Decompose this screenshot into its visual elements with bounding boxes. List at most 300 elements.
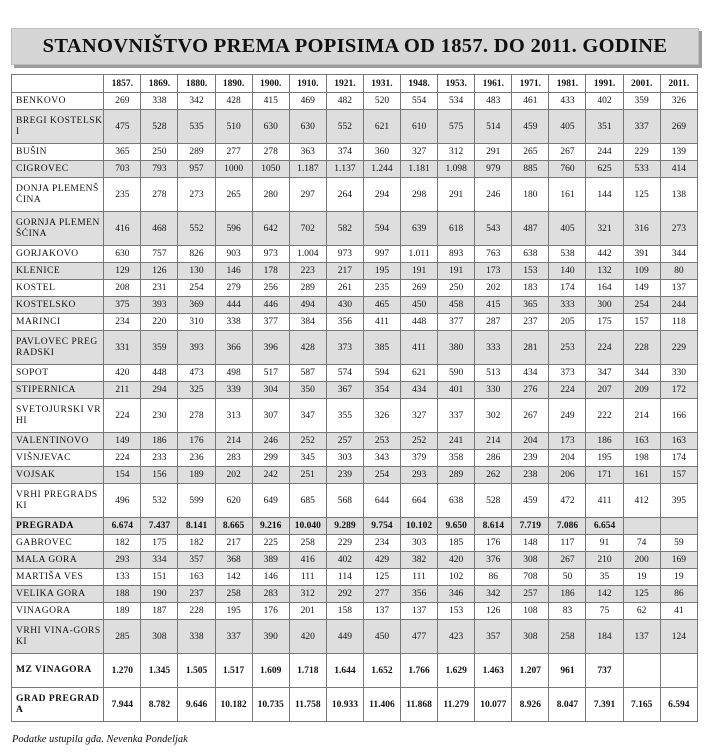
population-cell: 183 <box>512 280 549 297</box>
population-cell <box>660 654 697 688</box>
population-cell <box>623 518 660 535</box>
population-cell: 7.391 <box>586 688 623 722</box>
population-cell: 411 <box>401 331 438 365</box>
population-cell: 10.735 <box>252 688 289 722</box>
population-cell: 234 <box>363 535 400 552</box>
population-cell: 229 <box>623 144 660 161</box>
population-cell: 344 <box>660 246 697 263</box>
population-cell: 574 <box>326 365 363 382</box>
population-cell: 75 <box>586 603 623 620</box>
population-cell: 151 <box>141 569 178 586</box>
population-cell: 178 <box>252 263 289 280</box>
settlement-name: KLENICE <box>12 263 104 280</box>
settlement-name: BREGI KOSTELSKI <box>12 110 104 144</box>
population-cell: 278 <box>252 144 289 161</box>
population-cell: 10.077 <box>475 688 512 722</box>
population-cell: 405 <box>549 212 586 246</box>
settlement-name: VRHI PREGRADSKI <box>12 484 104 518</box>
population-cell: 1.766 <box>401 654 438 688</box>
population-cell: 1000 <box>215 161 252 178</box>
population-cell: 189 <box>104 603 141 620</box>
population-cell: 568 <box>326 484 363 518</box>
population-cell: 182 <box>104 535 141 552</box>
population-cell: 228 <box>623 331 660 365</box>
population-cell: 459 <box>512 110 549 144</box>
population-cell: 7.437 <box>141 518 178 535</box>
population-cell: 357 <box>178 552 215 569</box>
population-cell: 289 <box>438 467 475 484</box>
population-cell: 294 <box>363 178 400 212</box>
population-cell: 429 <box>363 552 400 569</box>
settlement-name: MARINCI <box>12 314 104 331</box>
population-cell: 173 <box>549 433 586 450</box>
population-cell: 412 <box>623 484 660 518</box>
population-cell: 472 <box>549 484 586 518</box>
population-cell: 246 <box>252 433 289 450</box>
population-cell: 373 <box>326 331 363 365</box>
population-cell: 7.165 <box>623 688 660 722</box>
population-cell: 164 <box>586 280 623 297</box>
population-cell: 210 <box>586 552 623 569</box>
population-cell: 299 <box>252 450 289 467</box>
population-cell: 350 <box>289 382 326 399</box>
population-cell: 973 <box>252 246 289 263</box>
population-cell: 50 <box>549 569 586 586</box>
population-cell: 330 <box>475 382 512 399</box>
population-cell: 347 <box>586 365 623 382</box>
population-cell: 174 <box>549 280 586 297</box>
population-cell: 357 <box>475 620 512 654</box>
population-cell: 377 <box>438 314 475 331</box>
population-cell: 59 <box>660 535 697 552</box>
year-header: 1981. <box>549 75 586 93</box>
population-cell: 590 <box>438 365 475 382</box>
settlement-name: VOJSAK <box>12 467 104 484</box>
population-cell: 363 <box>289 144 326 161</box>
population-cell: 258 <box>549 620 586 654</box>
population-cell: 510 <box>215 110 252 144</box>
population-cell: 202 <box>215 467 252 484</box>
population-cell: 428 <box>289 331 326 365</box>
population-cell: 214 <box>215 433 252 450</box>
population-cell: 414 <box>660 161 697 178</box>
population-cell: 233 <box>141 450 178 467</box>
population-cell: 337 <box>438 399 475 433</box>
population-cell: 393 <box>141 297 178 314</box>
population-cell: 35 <box>586 569 623 586</box>
population-cell: 448 <box>401 314 438 331</box>
population-cell: 237 <box>178 586 215 603</box>
population-cell: 283 <box>215 450 252 467</box>
population-cell: 289 <box>178 144 215 161</box>
population-cell: 469 <box>289 93 326 110</box>
population-cell: 132 <box>586 263 623 280</box>
population-cell: 376 <box>475 552 512 569</box>
population-cell: 261 <box>326 280 363 297</box>
population-cell: 373 <box>549 365 586 382</box>
year-header: 1971. <box>512 75 549 93</box>
population-cell: 415 <box>475 297 512 314</box>
population-cell: 142 <box>586 586 623 603</box>
population-cell: 649 <box>252 484 289 518</box>
settlement-name: BENKOVO <box>12 93 104 110</box>
population-cell: 224 <box>104 399 141 433</box>
population-cell: 638 <box>438 484 475 518</box>
population-cell: 307 <box>252 399 289 433</box>
population-cell: 217 <box>326 263 363 280</box>
population-cell: 286 <box>475 450 512 467</box>
settlement-name: VALENTINOVO <box>12 433 104 450</box>
population-cell: 903 <box>215 246 252 263</box>
population-cell: 459 <box>512 484 549 518</box>
table-row <box>12 110 698 144</box>
population-cell: 175 <box>141 535 178 552</box>
population-cell: 415 <box>252 93 289 110</box>
population-cell: 365 <box>104 144 141 161</box>
table-row <box>12 620 698 654</box>
population-cell: 11.279 <box>438 688 475 722</box>
population-cell: 444 <box>215 297 252 314</box>
population-cell: 310 <box>178 314 215 331</box>
population-cell: 333 <box>549 297 586 314</box>
population-cell: 826 <box>178 246 215 263</box>
population-cell: 117 <box>549 535 586 552</box>
population-cell: 360 <box>363 144 400 161</box>
population-cell: 1.011 <box>401 246 438 263</box>
table-row <box>12 552 698 569</box>
population-cell: 279 <box>215 280 252 297</box>
population-cell: 344 <box>623 365 660 382</box>
population-cell: 190 <box>141 586 178 603</box>
population-cell: 142 <box>215 569 252 586</box>
population-cell: 86 <box>475 569 512 586</box>
population-cell: 345 <box>289 450 326 467</box>
population-cell: 793 <box>141 161 178 178</box>
table-row <box>12 93 698 110</box>
population-cell: 267 <box>512 399 549 433</box>
population-cell: 291 <box>475 144 512 161</box>
population-cell: 176 <box>252 603 289 620</box>
table-row <box>12 688 698 722</box>
population-cell: 294 <box>141 382 178 399</box>
population-cell: 153 <box>438 603 475 620</box>
population-cell: 620 <box>215 484 252 518</box>
population-cell: 108 <box>512 603 549 620</box>
population-cell: 163 <box>178 569 215 586</box>
population-cell: 351 <box>586 110 623 144</box>
population-cell: 338 <box>141 93 178 110</box>
population-cell: 6.654 <box>586 518 623 535</box>
population-cell: 594 <box>363 365 400 382</box>
population-cell: 265 <box>215 178 252 212</box>
population-cell: 760 <box>549 161 586 178</box>
population-cell: 185 <box>438 535 475 552</box>
population-cell: 111 <box>401 569 438 586</box>
population-cell: 327 <box>401 399 438 433</box>
population-cell: 1.098 <box>438 161 475 178</box>
population-cell: 346 <box>438 586 475 603</box>
population-cell: 220 <box>141 314 178 331</box>
settlement-name: BUŠIN <box>12 144 104 161</box>
population-cell: 327 <box>401 144 438 161</box>
population-cell: 253 <box>363 433 400 450</box>
population-cell: 262 <box>475 467 512 484</box>
population-cell: 291 <box>438 178 475 212</box>
population-cell: 237 <box>512 314 549 331</box>
population-cell: 1.187 <box>289 161 326 178</box>
population-cell: 477 <box>401 620 438 654</box>
year-header: 1910. <box>289 75 326 93</box>
population-cell: 9.289 <box>326 518 363 535</box>
population-cell: 137 <box>623 620 660 654</box>
year-header: 1869. <box>141 75 178 93</box>
population-cell: 331 <box>104 331 141 365</box>
population-cell: 538 <box>549 246 586 263</box>
population-cell: 483 <box>475 93 512 110</box>
population-cell: 19 <box>623 569 660 586</box>
population-cell: 204 <box>512 433 549 450</box>
table-row <box>12 467 698 484</box>
population-cell: 281 <box>512 331 549 365</box>
population-cell: 224 <box>586 331 623 365</box>
population-cell: 885 <box>512 161 549 178</box>
population-cell: 235 <box>104 178 141 212</box>
settlement-name: SOPOT <box>12 365 104 382</box>
population-cell: 893 <box>438 246 475 263</box>
population-cell: 124 <box>660 620 697 654</box>
population-cell: 339 <box>215 382 252 399</box>
population-cell: 664 <box>401 484 438 518</box>
population-cell: 163 <box>623 433 660 450</box>
population-cell: 380 <box>438 331 475 365</box>
settlement-name: PAVLOVEC PREGRADSKI <box>12 331 104 365</box>
population-cell: 304 <box>252 382 289 399</box>
population-cell: 630 <box>104 246 141 263</box>
table-row <box>12 178 698 212</box>
population-cell: 202 <box>475 280 512 297</box>
population-cell: 528 <box>475 484 512 518</box>
population-cell: 337 <box>623 110 660 144</box>
settlement-name: MZ VINAGORA <box>12 654 104 688</box>
population-cell: 166 <box>660 399 697 433</box>
population-cell: 118 <box>660 314 697 331</box>
population-cell: 312 <box>289 586 326 603</box>
population-cell: 191 <box>438 263 475 280</box>
population-cell: 102 <box>438 569 475 586</box>
settlement-name: VELIKA GORA <box>12 586 104 603</box>
population-cell: 520 <box>363 93 400 110</box>
corner-cell <box>12 75 104 93</box>
population-cell: 423 <box>438 620 475 654</box>
population-cell: 153 <box>512 263 549 280</box>
population-cell: 369 <box>178 297 215 314</box>
population-cell: 599 <box>178 484 215 518</box>
population-cell: 267 <box>549 552 586 569</box>
population-cell: 313 <box>215 399 252 433</box>
population-cell: 390 <box>252 620 289 654</box>
population-cell: 300 <box>586 297 623 314</box>
population-cell: 534 <box>438 93 475 110</box>
population-cell: 552 <box>326 110 363 144</box>
population-cell: 594 <box>363 212 400 246</box>
population-cell: 359 <box>623 93 660 110</box>
population-cell: 450 <box>401 297 438 314</box>
population-cell: 642 <box>252 212 289 246</box>
population-cell: 702 <box>289 212 326 246</box>
population-cell: 420 <box>438 552 475 569</box>
population-cell: 303 <box>401 535 438 552</box>
population-cell: 420 <box>289 620 326 654</box>
population-cell: 416 <box>104 212 141 246</box>
population-cell: 206 <box>549 467 586 484</box>
population-cell: 146 <box>215 263 252 280</box>
table-row <box>12 484 698 518</box>
population-cell: 487 <box>512 212 549 246</box>
population-cell: 532 <box>141 484 178 518</box>
population-cell: 214 <box>475 433 512 450</box>
population-cell: 379 <box>401 450 438 467</box>
population-cell: 308 <box>512 620 549 654</box>
population-cell: 224 <box>549 382 586 399</box>
population-cell: 334 <box>141 552 178 569</box>
population-cell: 269 <box>104 93 141 110</box>
population-cell: 234 <box>104 314 141 331</box>
population-cell: 7.719 <box>512 518 549 535</box>
population-cell: 303 <box>326 450 363 467</box>
settlement-name: PREGRADA <box>12 518 104 535</box>
population-cell: 979 <box>475 161 512 178</box>
population-cell: 125 <box>623 178 660 212</box>
population-cell: 630 <box>252 110 289 144</box>
population-cell: 211 <box>104 382 141 399</box>
population-cell: 450 <box>363 620 400 654</box>
population-cell: 195 <box>363 263 400 280</box>
table-row <box>12 654 698 688</box>
population-cell: 391 <box>623 246 660 263</box>
population-cell: 428 <box>215 93 252 110</box>
title-banner <box>11 28 699 65</box>
population-cell: 276 <box>512 382 549 399</box>
population-cell: 6.594 <box>660 688 697 722</box>
population-cell: 137 <box>363 603 400 620</box>
population-cell: 342 <box>475 586 512 603</box>
population-cell: 201 <box>289 603 326 620</box>
population-cell: 554 <box>401 93 438 110</box>
population-cell: 1.644 <box>326 654 363 688</box>
population-cell: 382 <box>401 552 438 569</box>
settlement-name: GRAD PREGRADA <box>12 688 104 722</box>
population-cell: 582 <box>326 212 363 246</box>
population-cell: 610 <box>401 110 438 144</box>
population-cell: 254 <box>363 467 400 484</box>
year-header: 1880. <box>178 75 215 93</box>
population-cell: 326 <box>660 93 697 110</box>
population-cell: 86 <box>660 586 697 603</box>
population-cell: 258 <box>215 586 252 603</box>
population-cell: 200 <box>623 552 660 569</box>
population-cell: 377 <box>252 314 289 331</box>
population-cell: 293 <box>104 552 141 569</box>
population-cell: 411 <box>586 484 623 518</box>
population-cell: 235 <box>363 280 400 297</box>
table-row <box>12 246 698 263</box>
population-cell: 228 <box>178 603 215 620</box>
population-cell: 338 <box>215 314 252 331</box>
population-cell: 148 <box>512 535 549 552</box>
population-cell: 10.040 <box>289 518 326 535</box>
population-cell: 238 <box>512 467 549 484</box>
population-cell: 280 <box>252 178 289 212</box>
population-cell: 356 <box>401 586 438 603</box>
population-cell: 298 <box>401 178 438 212</box>
population-cell: 130 <box>178 263 215 280</box>
population-cell: 139 <box>660 144 697 161</box>
settlement-name: GABROVEC <box>12 535 104 552</box>
population-cell: 74 <box>623 535 660 552</box>
population-cell: 1.463 <box>475 654 512 688</box>
population-cell: 338 <box>178 620 215 654</box>
population-cell: 149 <box>104 433 141 450</box>
population-cell: 482 <box>326 93 363 110</box>
population-cell: 401 <box>438 382 475 399</box>
population-cell: 154 <box>104 467 141 484</box>
population-cell: 283 <box>252 586 289 603</box>
population-cell: 144 <box>586 178 623 212</box>
population-cell: 198 <box>623 450 660 467</box>
population-cell: 239 <box>512 450 549 467</box>
population-cell: 7.944 <box>104 688 141 722</box>
population-cell: 83 <box>549 603 586 620</box>
population-cell: 172 <box>660 382 697 399</box>
population-cell: 163 <box>660 433 697 450</box>
population-cell: 1.137 <box>326 161 363 178</box>
population-cell: 514 <box>475 110 512 144</box>
population-cell: 1.505 <box>178 654 215 688</box>
population-cell: 242 <box>252 467 289 484</box>
population-cell: 246 <box>475 178 512 212</box>
table-row <box>12 603 698 620</box>
population-cell: 229 <box>326 535 363 552</box>
population-cell: 359 <box>141 331 178 365</box>
population-cell: 997 <box>363 246 400 263</box>
table-row <box>12 433 698 450</box>
population-cell: 763 <box>475 246 512 263</box>
population-cell: 174 <box>660 450 697 467</box>
table-row <box>12 365 698 382</box>
population-cell: 1.181 <box>401 161 438 178</box>
population-cell: 475 <box>104 110 141 144</box>
settlement-name: KOSTELSKO <box>12 297 104 314</box>
population-cell: 80 <box>660 263 697 280</box>
population-cell: 137 <box>401 603 438 620</box>
year-header: 1991. <box>586 75 623 93</box>
population-cell: 269 <box>401 280 438 297</box>
year-header: 1921. <box>326 75 363 93</box>
population-cell: 434 <box>512 365 549 382</box>
population-cell: 757 <box>141 246 178 263</box>
population-cell: 342 <box>178 93 215 110</box>
table-row <box>12 399 698 433</box>
population-cell: 277 <box>363 586 400 603</box>
population-cell: 703 <box>104 161 141 178</box>
population-cell: 129 <box>104 263 141 280</box>
population-cell: 374 <box>326 144 363 161</box>
population-cell: 258 <box>289 535 326 552</box>
population-cell: 1.270 <box>104 654 141 688</box>
population-cell: 621 <box>363 110 400 144</box>
population-cell: 188 <box>104 586 141 603</box>
population-cell: 473 <box>178 365 215 382</box>
